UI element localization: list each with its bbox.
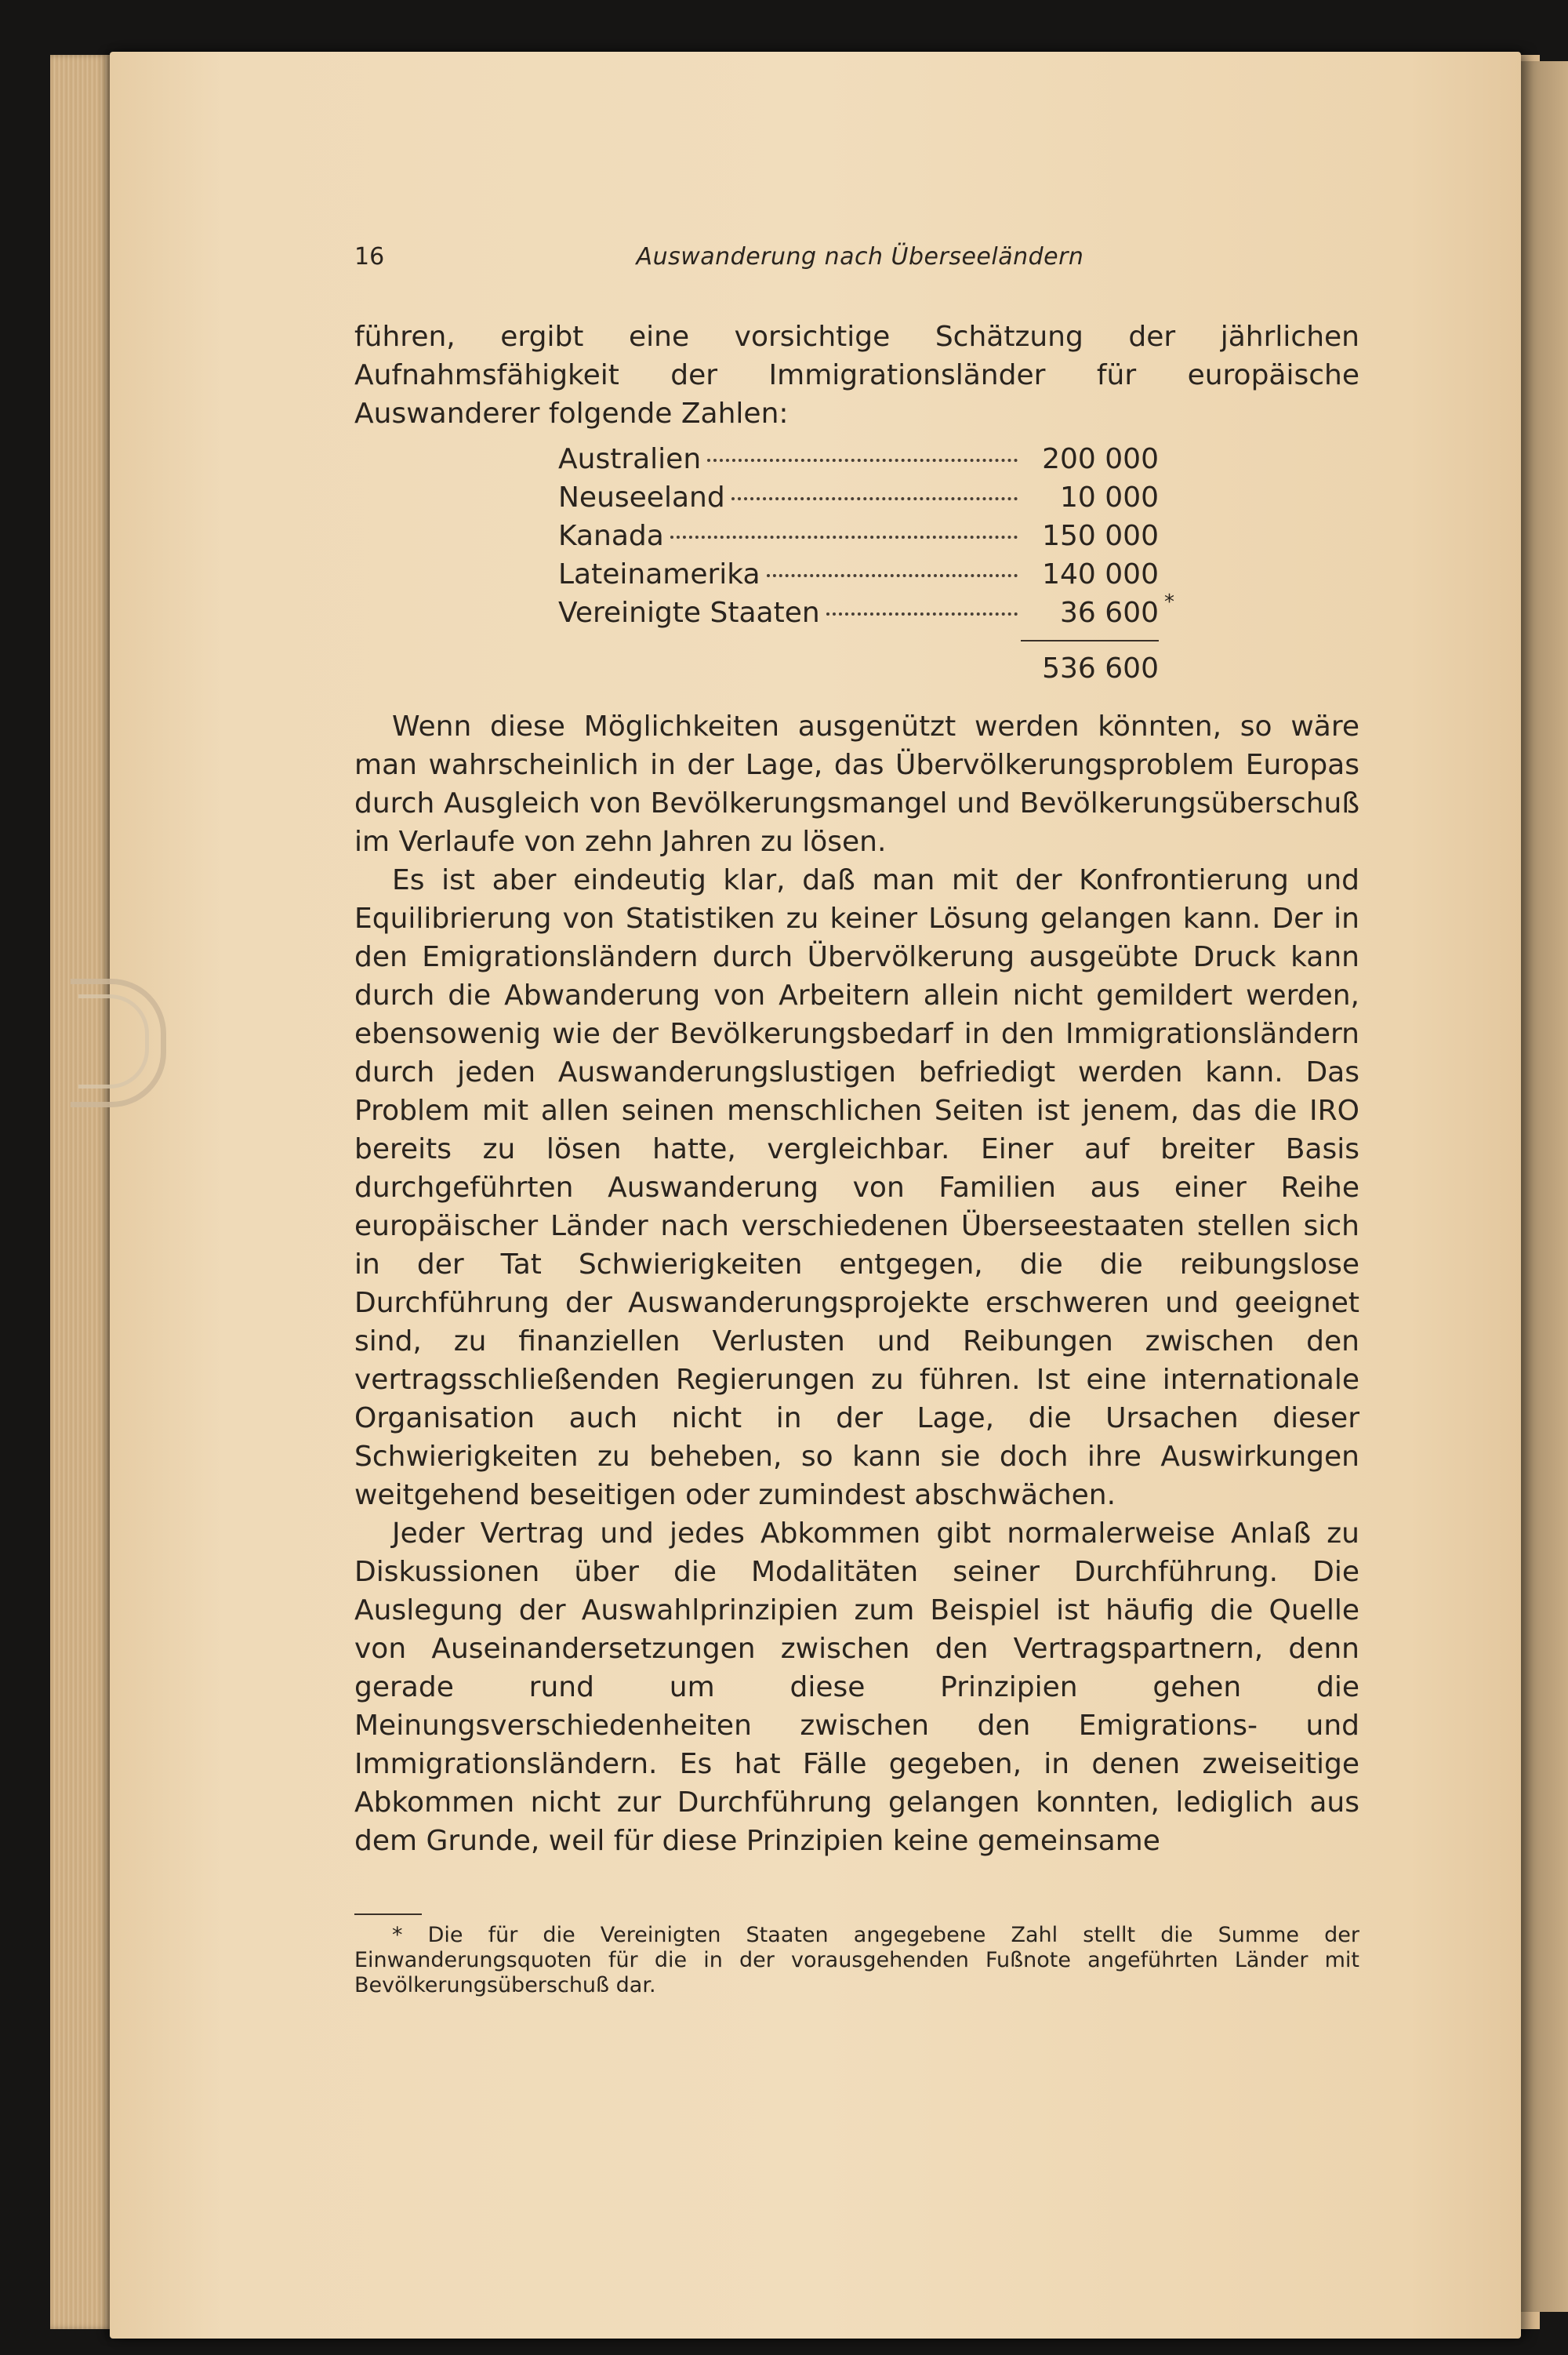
table-row-label: Vereinigte Staaten bbox=[558, 597, 820, 629]
footnote-marker: * bbox=[1164, 591, 1174, 614]
intro-text: führen, ergibt eine vorsichtige Schätzung der jährlichen Aufnahmsfähigkeit der Immigrationsländer für europäische Auswanderer folgende Zahlen: bbox=[354, 321, 1359, 430]
page-stack-edge bbox=[50, 55, 113, 2329]
table-row-label: Australien bbox=[558, 443, 702, 475]
leader-dots bbox=[670, 536, 1018, 539]
leader-dots bbox=[731, 497, 1018, 500]
table-row bbox=[558, 558, 1159, 597]
main-text bbox=[354, 707, 1359, 1860]
table-row-label: Neuseeland bbox=[558, 482, 725, 514]
table-row-number: 200 000 bbox=[1042, 443, 1159, 475]
leader-dots bbox=[767, 574, 1018, 577]
sum-rule bbox=[1021, 640, 1159, 641]
paragraph: Jeder Vertrag und jedes Abkommen gibt normalerweise Anlaß zu Diskussionen über die Modalitäten seiner Durchführung. Die Auslegung der Auswahlprinzipien zum Beispiel ist häufig die Quelle von Auseinandersetzungen zwischen den Vertragspartnern, denn gerade rund um diese Prinzipien gehen die Meinungsverschiedenheiten zwischen den Emigrations- und Immigrationsländern. Es hat Fälle gegeben, in denen zweiseitige Abkommen nicht zur Durchführung gelangen konnten, lediglich aus dem Grunde, weil für diese Prinzipien keine gemeinsame bbox=[354, 1517, 1359, 1857]
table-row-value bbox=[1024, 520, 1159, 552]
table-row-number: 36 600 bbox=[1060, 597, 1159, 629]
table-row-value bbox=[1024, 591, 1174, 629]
table-row-label: Lateinamerika bbox=[558, 558, 760, 591]
footnote: * Die für die Vereinigten Staaten angegebene Zahl stellt die Summe der Einwanderungsquoten für die in der vorausgehenden Fußnote angeführten Länder mit Bevölkerungsüberschuß dar. bbox=[354, 1923, 1359, 1997]
table-row bbox=[558, 520, 1159, 558]
table-total: 536 600 bbox=[1042, 652, 1159, 685]
table-row bbox=[558, 443, 1159, 482]
table-row-value bbox=[1024, 443, 1159, 475]
page-number: 16 bbox=[354, 243, 385, 271]
table-row-number: 150 000 bbox=[1042, 520, 1159, 552]
running-header bbox=[354, 243, 1366, 281]
running-title: Auswanderung nach Überseeländern bbox=[636, 243, 1084, 271]
table-row-value bbox=[1024, 482, 1159, 514]
facing-page-edge bbox=[1521, 61, 1568, 2312]
table-row-number: 140 000 bbox=[1042, 558, 1159, 591]
table-row-label: Kanada bbox=[558, 520, 664, 552]
intro-paragraph bbox=[354, 318, 1359, 433]
leader-dots bbox=[707, 459, 1018, 462]
footnote-rule bbox=[354, 1913, 422, 1915]
table-row-value bbox=[1024, 558, 1159, 591]
table-row bbox=[558, 591, 1174, 635]
table-row bbox=[558, 482, 1159, 520]
immigration-table bbox=[558, 443, 1174, 691]
paper-clip-inner bbox=[78, 994, 149, 1088]
paragraph: Wenn diese Möglichkeiten ausgenützt werden könnten, so wäre man wahrscheinlich in der Lage, das Übervölkerungsproblem Europas durch Ausgleich von Bevölkerungsmangel und Bevölkerungsüberschuß im Verlaufe von zehn Jahren zu lösen. bbox=[354, 710, 1359, 858]
paragraph: Es ist aber eindeutig klar, daß man mit der Konfrontierung und Equilibrierung von Statistiken zu keiner Lösung gelangen kann. Der in den Emigrationsländern durch Übervölkerung ausgeübte Druck kann durch die Abwanderung von Arbeitern allein nicht gemildert werden, ebensowenig wie der Bevölkerungsbedarf in den Immigrationsländern durch jeden Auswanderungslustigen befriedigt werden kann. Das Problem mit allen seinen menschlichen Seiten ist jenem, das die IRO bereits zu lösen hatte, vergleichbar. Einer auf breiter Basis durchgeführten Auswanderung von Familien aus einer Reihe europäischer Länder nach verschiedenen Überseestaaten stellen sich in der Tat Schwierigkeiten entgegen, die die reibungslose Durchführung der Auswanderungsprojekte erschweren und geeignet sind, zu finanziellen Verlusten und Reibungen zwischen den vertragsschließenden Regierungen zu führen. Ist eine internationale Organisation auch nicht in der Lage, die Ursachen dieser Schwierigkeiten zu beheben, so kann sie doch ihre Auswirkungen weitgehend beseitigen oder zumindest abschwächen. bbox=[354, 864, 1359, 1511]
table-row-number: 10 000 bbox=[1060, 482, 1159, 514]
table-total-row bbox=[558, 652, 1159, 691]
leader-dots bbox=[826, 612, 1018, 616]
